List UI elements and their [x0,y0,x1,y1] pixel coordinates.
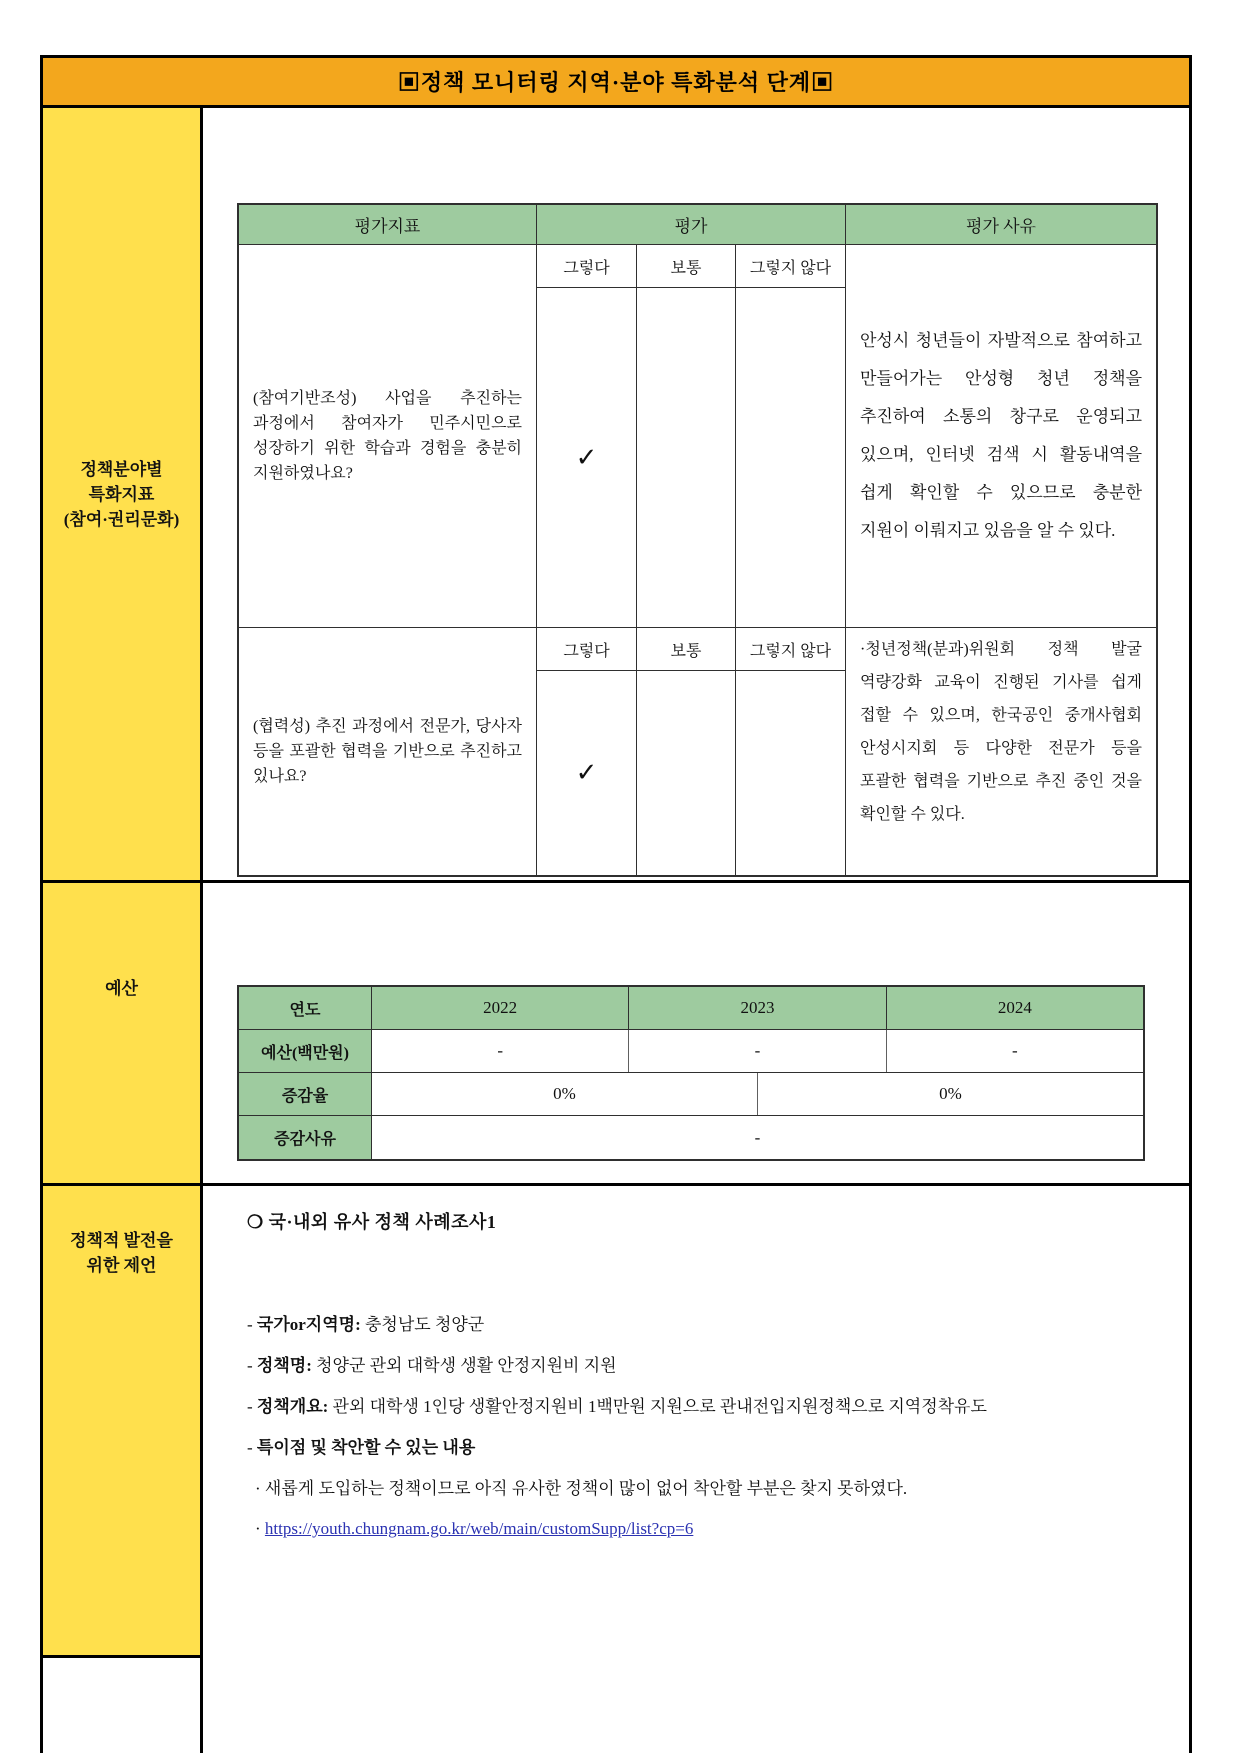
check-cell-yes-1[interactable] [537,288,637,627]
change-reason-value: - [754,1127,761,1147]
sidebar-cell-suggestions [43,1186,200,1658]
suggestion-link-line [247,1518,1159,1540]
scale-header-row-2 [537,628,845,671]
dash-bullet: - [247,1397,253,1416]
question-text-2: (협력성) 추진 과정에서 전문가, 당사자 등을 포괄한 협력을 기반으로 추진하고 있나요? [253,718,522,785]
sidebar-column-suggestions [43,1186,203,1753]
budget-amount-2024: - [1011,1041,1018,1060]
budget-amount-row [239,1030,1143,1073]
checkmark-icon: ✓ [575,442,598,473]
dash-bullet: - [247,1356,253,1375]
header-evaluation: 평가 [537,205,846,244]
reference-link[interactable]: https://youth.chungnam.go.kr/web/main/customSupp/list?cp=6 [264,1519,694,1538]
header-reason: 평가 사유 [966,217,1036,236]
scale-label-no: 그렇지 않다 [749,642,832,660]
budget-amount-2022: - [372,1030,629,1072]
year-2022: 2022 [372,987,629,1029]
budget-amount-label: 예산(백만원) [239,1030,372,1072]
evaluation-table [237,203,1158,877]
case-study-heading: ❍ 국·내외 유사 정책 사례조사1 [247,1212,497,1232]
reason-cell-2 [846,628,1156,875]
check-cell-no-1[interactable] [736,288,845,627]
sidebar-label-line: 위한 제언 [86,1256,157,1275]
scale-label-neutral: 보통 [637,628,736,670]
item-text: 관외 대학생 1인당 생활안정지원비 1백만원 지원으로 관내전입지원정책으로 지역정착유도 [332,1397,987,1416]
check-cell-neutral-1[interactable] [637,288,736,627]
year-label-cell: 연도 [239,987,372,1029]
suggestion-item [247,1396,1159,1418]
scale-label-yes: 그렇다 [537,628,637,670]
year-2023: 2023 [629,987,886,1029]
section-special-indicators [43,108,1189,883]
sidebar-cell-special-indicators [43,108,203,880]
scale-label-yes: 그렇다 [537,245,637,287]
change-reason-label: 증감사유 [239,1116,372,1159]
sidebar-label-line: 정책적 발전을 [70,1231,173,1250]
sidebar-label-budget: 예산 [105,978,138,998]
budget-table [237,985,1145,1161]
note-text: 새롭게 도입하는 정책이므로 아직 유사한 정책이 많이 없어 착안할 부분은 찾지 못하였다. [264,1479,908,1498]
change-rate-1: 0% [372,1073,758,1115]
section-budget [43,883,1189,1186]
suggestions-body [203,1186,1189,1540]
section-suggestions [43,1186,1189,1753]
reason-cell-1 [846,245,1156,627]
item-text: 청양군 관외 대학생 생활 안정지원비 지원 [316,1356,617,1375]
item-label: 정책개요: [256,1397,329,1416]
reason-text-1: 안성시 청년들이 자발적으로 참여하고 만들어가는 안성형 청년 정책을 추진하여 소통의 창구로 운영되고 있으며, 인터넷 검색 시 활동내역을 쉽게 확인할 수 있으므로 충분한 지원이 이뤄지고 있음을 알 수 있다. [860,331,1142,540]
question-text-1: (참여기반조성) 사업을 추진하는 과정에서 참여자가 민주시민으로 성장하기 위한 학습과 경험을 충분히 지원하였나요? [253,390,522,482]
document-title-bar [43,58,1189,108]
item-label: 정책명: [256,1356,312,1375]
scale-header-row-1 [537,245,845,288]
special-indicators-content [203,108,1189,880]
suggestion-item [247,1437,1159,1459]
check-cell-yes-2[interactable] [537,671,637,875]
sidebar-label-line: (참여·권리문화) [63,509,180,529]
page-title: ▣정책 모니터링 지역·분야 특화분석 단계▣ [397,70,835,95]
dash-bullet: - [247,1315,253,1334]
budget-amount-2023: - [629,1030,886,1072]
reason-text-2: ·청년정책(분과)위원회 정책 발굴 역량강화 교육이 진행된 기사를 쉽게 접할 수 있으며, 한국공인 중개사협회 안성시지회 등 다양한 전문가 등을 포괄한 협력을 기반으로 추진 중인 것을 확인할 수 있다. [860,641,1142,823]
sidebar-label-line: 정책분야별 [80,459,163,479]
question-cell-1 [239,245,537,627]
scale-label-neutral: 보통 [637,245,736,287]
check-cell-neutral-2[interactable] [637,671,736,875]
budget-year-row [239,987,1143,1030]
budget-change-reason-row [239,1116,1143,1159]
suggestion-item [247,1355,1159,1377]
item-label: 특이점 및 착안할 수 있는 내용 [256,1438,476,1457]
dot-bullet: · [255,1479,261,1498]
check-row-2 [537,671,845,875]
change-rate-label: 증감율 [239,1073,372,1115]
sidebar-cell-budget [43,883,203,1183]
sidebar-label-line: 특화지표 [88,484,155,504]
policy-monitoring-document [40,55,1192,1753]
budget-content [203,883,1189,1183]
check-row-1 [537,288,845,627]
year-2024: 2024 [887,987,1143,1029]
evaluation-table-header-row [239,205,1156,245]
evaluation-row-1 [239,245,1156,628]
scale-label-no: 그렇지 않다 [749,259,832,277]
suggestions-content [203,1186,1189,1753]
item-text: 충청남도 청양군 [365,1315,485,1334]
evaluation-scale-column-1 [537,245,846,627]
change-rate-2: 0% [939,1084,962,1103]
dot-bullet: · [255,1519,261,1538]
evaluation-scale-column-2 [537,628,846,875]
dash-bullet: - [247,1438,253,1457]
suggestion-item [247,1314,1159,1336]
evaluation-row-2 [239,628,1156,875]
suggestion-note [247,1478,1159,1500]
question-cell-2 [239,628,537,875]
checkmark-icon: ✓ [575,758,598,788]
item-label: 국가or지역명: [256,1315,361,1334]
header-indicator: 평가지표 [239,205,537,244]
budget-change-rate-row [239,1073,1143,1116]
check-cell-no-2[interactable] [736,671,845,875]
